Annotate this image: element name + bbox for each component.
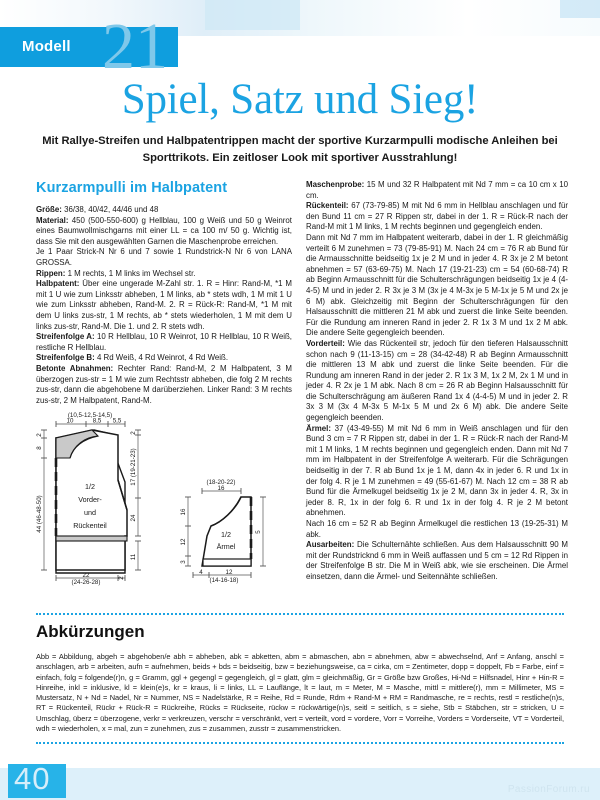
watermark: PassionForum.ru [507, 784, 590, 795]
text-streifenfolge-b: 4 Rd Weiß, 4 Rd Weinrot, 4 Rd Weiß. [94, 353, 229, 363]
paragraph-ausarbeiten [306, 540, 568, 582]
body-label-line2: Vorder- [78, 495, 102, 504]
sleeve-label-line1: 1/2 [221, 530, 231, 539]
body-top-seg1-label: 10 [66, 417, 74, 425]
body-top-seg2-label: 8,5 [92, 417, 102, 425]
sleeve-bottom-label-alt: (14-16-18) [209, 577, 239, 584]
paragraph-rueckenteil-2: Dann mit Nd 7 mm im Halbpatent weiterarb, dabei in der 1. R gleichmäßig verteilt 6 M zunehmen = 73 (79-85-91) M. Nach 24 cm = 76 R ab Bund für die Armausschnitte beidseitig 1x je 2 M und in jeder 4. R 3x je 2 M betont abnehmen = 57 (63-69-75) M. Nach 17 (19-21-23) cm = 54 (60-68-74) R ab Beginn Armausschnitt für die Schulterschrägungen beidseitig 1x je 4 (4-4-5) M und in jeder 2. R 3x je 3 M (3x je 4 M-3x je 5 M-1x je 5 M und 2x je 6 M) abk. Gleichzeitig mit Beginn der Schulterschrägungen für den Halsausschnitt die mittleren 21 M abk und zuerst die linke Seite beenden. Für die Rundung am inneren Rand in jeder 2. R 1x 3 M und 1x 2 M abk. Die andere Seite gegengleich beenden. [306, 232, 568, 338]
text-maschenprobe: 15 M und 32 R Halbpatent mit Nd 7 mm = ca 10 cm x 10 cm. [306, 180, 568, 200]
schematic-diagram [30, 412, 298, 586]
body-hem-band [56, 536, 127, 541]
text-halbpatent: Über eine ungerade M-Zahl str. 1. R = Hinr: Rand-M, *1 M mit 1 U wie zum Linksstr abheben, 1 M links, ab * stets wdh, 1 M mit 1 U wie zum Linksstr abheben, Rand-M. 2. R = Rück-R: Rand-M, *1 M mit dem U links zus-str, 1 M rechts, ab * stets wiederholen, 1 M mit dem U links zus-str, Rand-M. Die 1. und 2. R stets wdh. [36, 279, 292, 331]
label-maschenprobe: Maschenprobe: [306, 180, 365, 189]
sleeve-bottom-label-4: 4 [199, 569, 203, 576]
abbreviations-title: Abkürzungen [36, 622, 145, 641]
abbreviations-divider-top [36, 613, 564, 615]
text-aermel: 37 (43-49-55) M mit Nd 6 mm in Weiß anschlagen und für den Bund 3 cm = 7 R Rippen str, dabei in der 1. R = Rück-R nach der Rand-M mit 1 M links, 1 M rechts beginnen und gegengleich enden. Dann mit Nd 7 mm im Halbpatent in der Streifenfolge A weiterarb. Für die Schrägungen beidseitig in der 7. R ab Bund 1x je 1 M, dann 4x in jeder 6. R und 1x in der folg 4. R je 1 M zunehmen = 49 (55-61-67) M. Nach 12 cm = 38 R ab Bund für die Ärmelkugel beidseitig 1x je 2 M, dann 3x in jeder 4. R, 3x in jeder 8. R, 1x in der folg 6. R und 1x in der folg 4. R je 2 M betont abnehmen. [306, 423, 568, 518]
body-label-line1: 1/2 [85, 482, 95, 491]
body-right-label-11: 11 [130, 553, 137, 561]
body-left-label-44: 44 (46-48-50) [36, 495, 43, 533]
paragraph-material [36, 216, 292, 248]
body-right-label-17: 17 (19-21-23) [130, 448, 137, 486]
paragraph-streifenfolge-b [36, 353, 292, 364]
paragraph-rippen [36, 269, 292, 280]
paragraph-betonte-abnahmen [36, 364, 292, 406]
sleeve-left-label-16: 16 [180, 508, 187, 516]
sleeve-top-label-16: 16 [217, 485, 225, 492]
label-ausarbeiten: Ausarbeiten: [306, 540, 355, 550]
page-subtitle: Mit Rallye-Streifen und Halbpatentrippen macht der sportive Kurzarmpulli modische Anleihen bei Sporttrikots. Ein zeitloser Look mit sportiver Ausstrahlung! [42, 135, 558, 164]
paragraph-groesse [36, 205, 292, 216]
body-left-label-8: 8 [36, 446, 43, 450]
paragraph-streifenfolge-a [36, 332, 292, 353]
label-streifenfolge-b: Streifenfolge B: [36, 353, 95, 363]
body-bottom-label-alt: (24-26-28) [71, 579, 101, 586]
body-top-seg3-label: 5,5 [112, 417, 122, 425]
schematic-svg [30, 412, 298, 586]
label-vorderteil: Vorderteil: [306, 338, 345, 348]
text-abnahmen-links: Linker Rand: 3 M rechts zus-str, 2 M Halbpatent, Rand-M. [36, 385, 293, 405]
paragraph-needles: Je 1 Paar Strick-N Nr 6 und 7 sowie 1 Rundstrick-N Nr 6 von LANA GROSSA. [36, 247, 292, 267]
text-rippen: 1 M rechts, 1 M links im Wechsel str. [65, 268, 196, 278]
top-background-wash-corner [560, 0, 600, 18]
body-bottom-label-22: 22 [82, 572, 90, 579]
body-label-line4: Rückenteil [73, 521, 107, 530]
paragraph-halbpatent [36, 279, 292, 332]
right-column [306, 180, 568, 583]
text-vorderteil: Wie das Rückenteil str, jedoch für den tieferen Halsausschnitt schon nach 9 (11-13-15) cm = 28 (34-42-48) R ab Beginn Armausschnitt die mittleren 13 M abk und zuerst die linke Seite beenden. Für die Rundung am inneren Rand in der jeder 2. R 1x 3 M, 1x 2 M, 2x 1 M und in jeder 4. R 2x je 1 M abk. Nach 8 cm = 26 R ab Beginn Halsausschnitt für die Schulterschrägung am äußeren Rand 1x 4 (4-4-5) M und in jeder 2. R 3x 3 M (3x 4 M-3x 5 M-1x 5 M und 2x 6 M) abk. Die andere Seite gegengleich beenden. [306, 338, 568, 423]
text-rueckenteil: 67 (73-79-85) M mit Nd 6 mm in Hellblau anschlagen und für den Bund 11 cm = 27 R Rippen str, dabei in der 1. R = Rück-R nach der Rand-M mit 1 M links, 1 M rechts beginnen und gegengleich enden. [306, 201, 568, 232]
text-material: 450 (500-550-600) g Hellblau, 100 g Weiß und 50 g Weinrot eines Baumwollmischgarns mit einer LL = ca 100 m/ 50 g. Wichtig ist, dass Sie mit den ausgewählten Garnen die Maschenprobe erreichen. [36, 215, 292, 246]
paragraph-vorderteil [306, 339, 568, 424]
text-groesse: 36/38, 40/42, 44/46 und 48 [61, 205, 159, 214]
label-groesse: Größe: [36, 205, 62, 214]
label-betonte-abnahmen: Betonte Abnahmen: [36, 363, 114, 373]
abbreviations-divider-bottom [36, 742, 564, 744]
body-left-label-2: 2 [36, 433, 43, 437]
label-rippen: Rippen: [36, 268, 66, 278]
label-rueckenteil: Rückenteil: [306, 201, 349, 211]
abbreviations-text: Abb = Abbildung, abgeh = abgehoben/e abh = abheben, abk = abketten, abm = abmaschen, abn = abnehmen, abw = abwechselnd, Anf = Anfang, anschl = anschlagen, arb = arbeiten, aufn = aufnehmen, beids + bds = beidseitig, bzw = beziehungsweise, ca = cirka, cm = Zentimeter, dopp = doppelt, Fb = Farbe, einf = einfach, folg = folgende(r)n, g = Gramm, ggl + gegengl = gegengleich, gl = glatt, glm = gleichmäßig, Gr = Größe bzw Großes, Hi-Nd = Hilfsnadel, Hinr + Hin-R = Hinreihe, inkl = inklusive, kl = klein(e)s, kr = kraus, li = links, LL = Lauflänge, lt = laut, m = Meter, M = Masche, mittl = mittlere(r), mm = Millimeter, MS = Mustersatz, N + Nd = Nadel, Nr = Nummer, NS = Nadelstärke, R = Reihe, Rd = Runde, Rdm + Rand-M + RM = Randmasche, re = rechts, restl = restliche(n)s, RT = Rückenteil, Rückr + Rück-R = Rückreihe, Rücks = Rückseite, rückw = rückwärtige(n)s, seitl = seitlich, s = siehe, Stb = Stäbchen, str = stricken, U = Umschlag, überz = überzogene, verkr = verkreuzen, verschr = verschränkt, vert = verteilt, vord = vordere, Vorr = Vorreihe, Vorders = Vorderseite, VT = Vorderteil, wdh = wiederholen, x = mal, zun = zunehmen, zus = zusammen, zusstr = zusammenstricken. [36, 652, 564, 734]
sleeve-cuff-band [203, 559, 251, 566]
body-right-label-24: 24 [130, 514, 137, 522]
sleeve-left-label-3: 3 [180, 560, 187, 564]
top-background-wash-secondary [205, 0, 300, 30]
modell-label: Modell [22, 38, 71, 55]
text-abnahmen-rechts: Rechter Rand: Rand-M, 2 M Halbpatent, 3 M überzogen zus-str = 1 M wie zum Rechtsstr abheben, die folg 2 M rechts zus-str, dann die abgehobene M darüberziehen. [36, 363, 293, 395]
paragraph-aermel [306, 424, 568, 519]
label-streifenfolge-a: Streifenfolge A: [36, 332, 95, 342]
text-ausarbeiten: Die Schulternähte schließen. Aus dem Halsausschnitt 90 M mit der Rundstricknd 6 mm in Weiß auffassen und 5 cm = 12 Rd Rippen in der Streifenfolge B str. Die M in Weiß abk, wie sie erscheinen. Die Ärmel einsetzen, dann die Ärmel- und Seitennähte schließen. [306, 540, 568, 581]
left-column [36, 180, 292, 406]
page-number: 40 [14, 761, 51, 796]
sleeve-label-line2: Ärmel [216, 542, 236, 551]
text-streifenfolge-a: 10 R Hellblau, 10 R Weinrot, 10 R Hellblau, 10 R Weiß, restliche R Hellblau. [36, 332, 292, 352]
body-right-label-2: 2 [130, 431, 137, 435]
sleeve-left-label-12: 12 [180, 538, 187, 546]
page-title: Spiel, Satz und Sieg! [121, 76, 479, 123]
label-halbpatent: Halbpatent: [36, 279, 80, 289]
paragraph-aermel-2: Nach 16 cm = 52 R ab Beginn Ärmelkugel die restlichen 13 (19-25-31) M abk. [306, 519, 568, 539]
sleeve-top-bracket-label: (18-20-22) [206, 479, 236, 486]
body-top-bracket-label: (10,5-12,5-14,5) [67, 412, 113, 419]
modell-number: 21 [102, 10, 168, 83]
section-heading: Kurzarmpulli im Halbpatent [36, 180, 228, 196]
sleeve-bottom-label-12: 12 [225, 569, 233, 576]
label-material: Material: [36, 215, 69, 225]
body-bottom-label-2: 2 [118, 576, 125, 580]
paragraph-maschenprobe [306, 180, 568, 201]
label-aermel: Ärmel: [306, 423, 331, 433]
sleeve-right-label-5: 5 [255, 530, 262, 534]
paragraph-rueckenteil [306, 201, 568, 233]
body-label-line3: und [84, 508, 96, 517]
